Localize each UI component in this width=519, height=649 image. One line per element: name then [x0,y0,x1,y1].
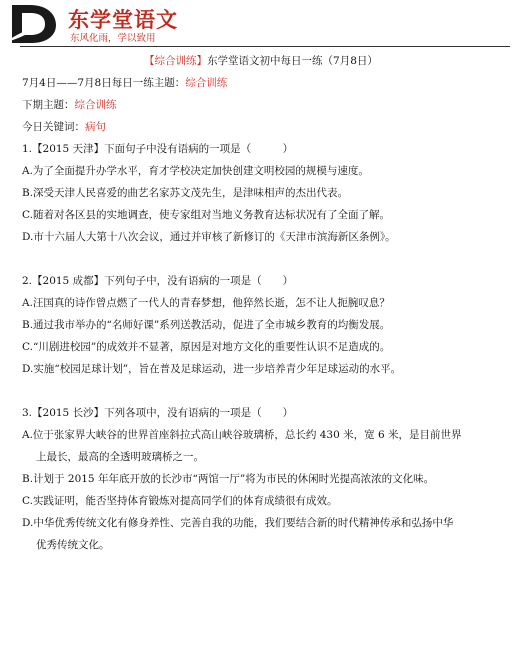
document-title [22,50,514,72]
topic-value: 综合训练 [185,77,228,89]
q2-option-b: B.通过我市举办的“名师好课”系列送教活动，促进了全市城乡教育的均衡发展。 [22,319,391,331]
spacer [22,380,514,402]
next-topic-value: 综合训练 [74,99,117,111]
q3-stem: 3.【2015 长沙】下列各项中，没有语病的一项是（ ） [22,407,294,419]
q3-option-d-continued: 优秀传统文化。 [36,539,110,551]
q3-option-a-continued: 上最长，最高的全透明玻璃桥之一。 [36,451,204,463]
q3-option-b: B.计划于 2015 年年底开放的长沙市“两馆一厅”将为市民的休闲时光提高浓浓的文化味。 [22,473,435,485]
q1-option-d: D.市十六届人大第十八次会议，通过并审核了新修订的《天津市滨海新区条例》。 [22,231,396,243]
brand-slogan: 东风化雨，学以致用 [70,33,156,44]
q1-stem: 1.【2015 天津】下面句子中没有语病的一项是（ ） [22,143,294,155]
topic-label: 7月4日——7月8日每日一练主题： [22,77,186,89]
title-tag: 【综合训练】 [144,55,208,67]
next-topic-line [22,94,514,116]
header-divider [20,46,510,47]
q2-stem: 2.【2015 成都】下列句子中，没有语病的一项是（ ） [22,275,294,287]
next-topic-label: 下期主题： [22,99,75,111]
document-body [22,50,514,556]
keyword-line [22,116,514,138]
keyword-value: 病句 [85,121,106,133]
dongxuetang-logo-icon [8,3,58,43]
q1-option-b: B.深受天津人民喜爱的曲艺名家苏文茂先生，是津味相声的杰出代表。 [22,187,349,199]
q3-option-d: D.中华优秀传统文化有修身养性、完善自我的功能，我们要结合新的时代精神传承和弘扬中华 [22,517,454,529]
title-text: 东学堂语文初中每日一练（7月8日） [207,55,378,67]
q3-option-c: C.实践证明，能否坚持体育锻炼对提高同学们的体育成绩很有成效。 [22,495,338,507]
q1-option-c: C.随着对各区县的实地调查，使专家组对当地义务教育达标状况有了全面了解。 [22,209,390,221]
q1-option-a: A.为了全面提升办学水平，育才学校决定加快创建文明校园的规模与速度。 [22,165,369,177]
page-header [0,0,519,44]
spacer [22,248,514,270]
q3-option-a: A.位于张家界大峡谷的世界首座斜拉式高山峡谷玻璃桥，总长约 430 米，宽 6 米，是目前世界 [22,429,462,441]
q2-option-a: A.汪国真的诗作曾点燃了一代人的青春梦想，他猝然长逝，怎不让人扼腕叹息？ [22,297,390,309]
topic-line [22,72,514,94]
brand-name: 东学堂语文 [68,8,178,32]
q2-option-d: D.实施“校园足球计划”，旨在普及足球运动，进一步培养青少年足球运动的水平。 [22,363,402,375]
q2-option-c: C.“川剧进校园”的成效并不显著，原因是对地方文化的重要性认识不足造成的。 [22,341,391,353]
keyword-label: 今日关键词： [22,121,85,133]
